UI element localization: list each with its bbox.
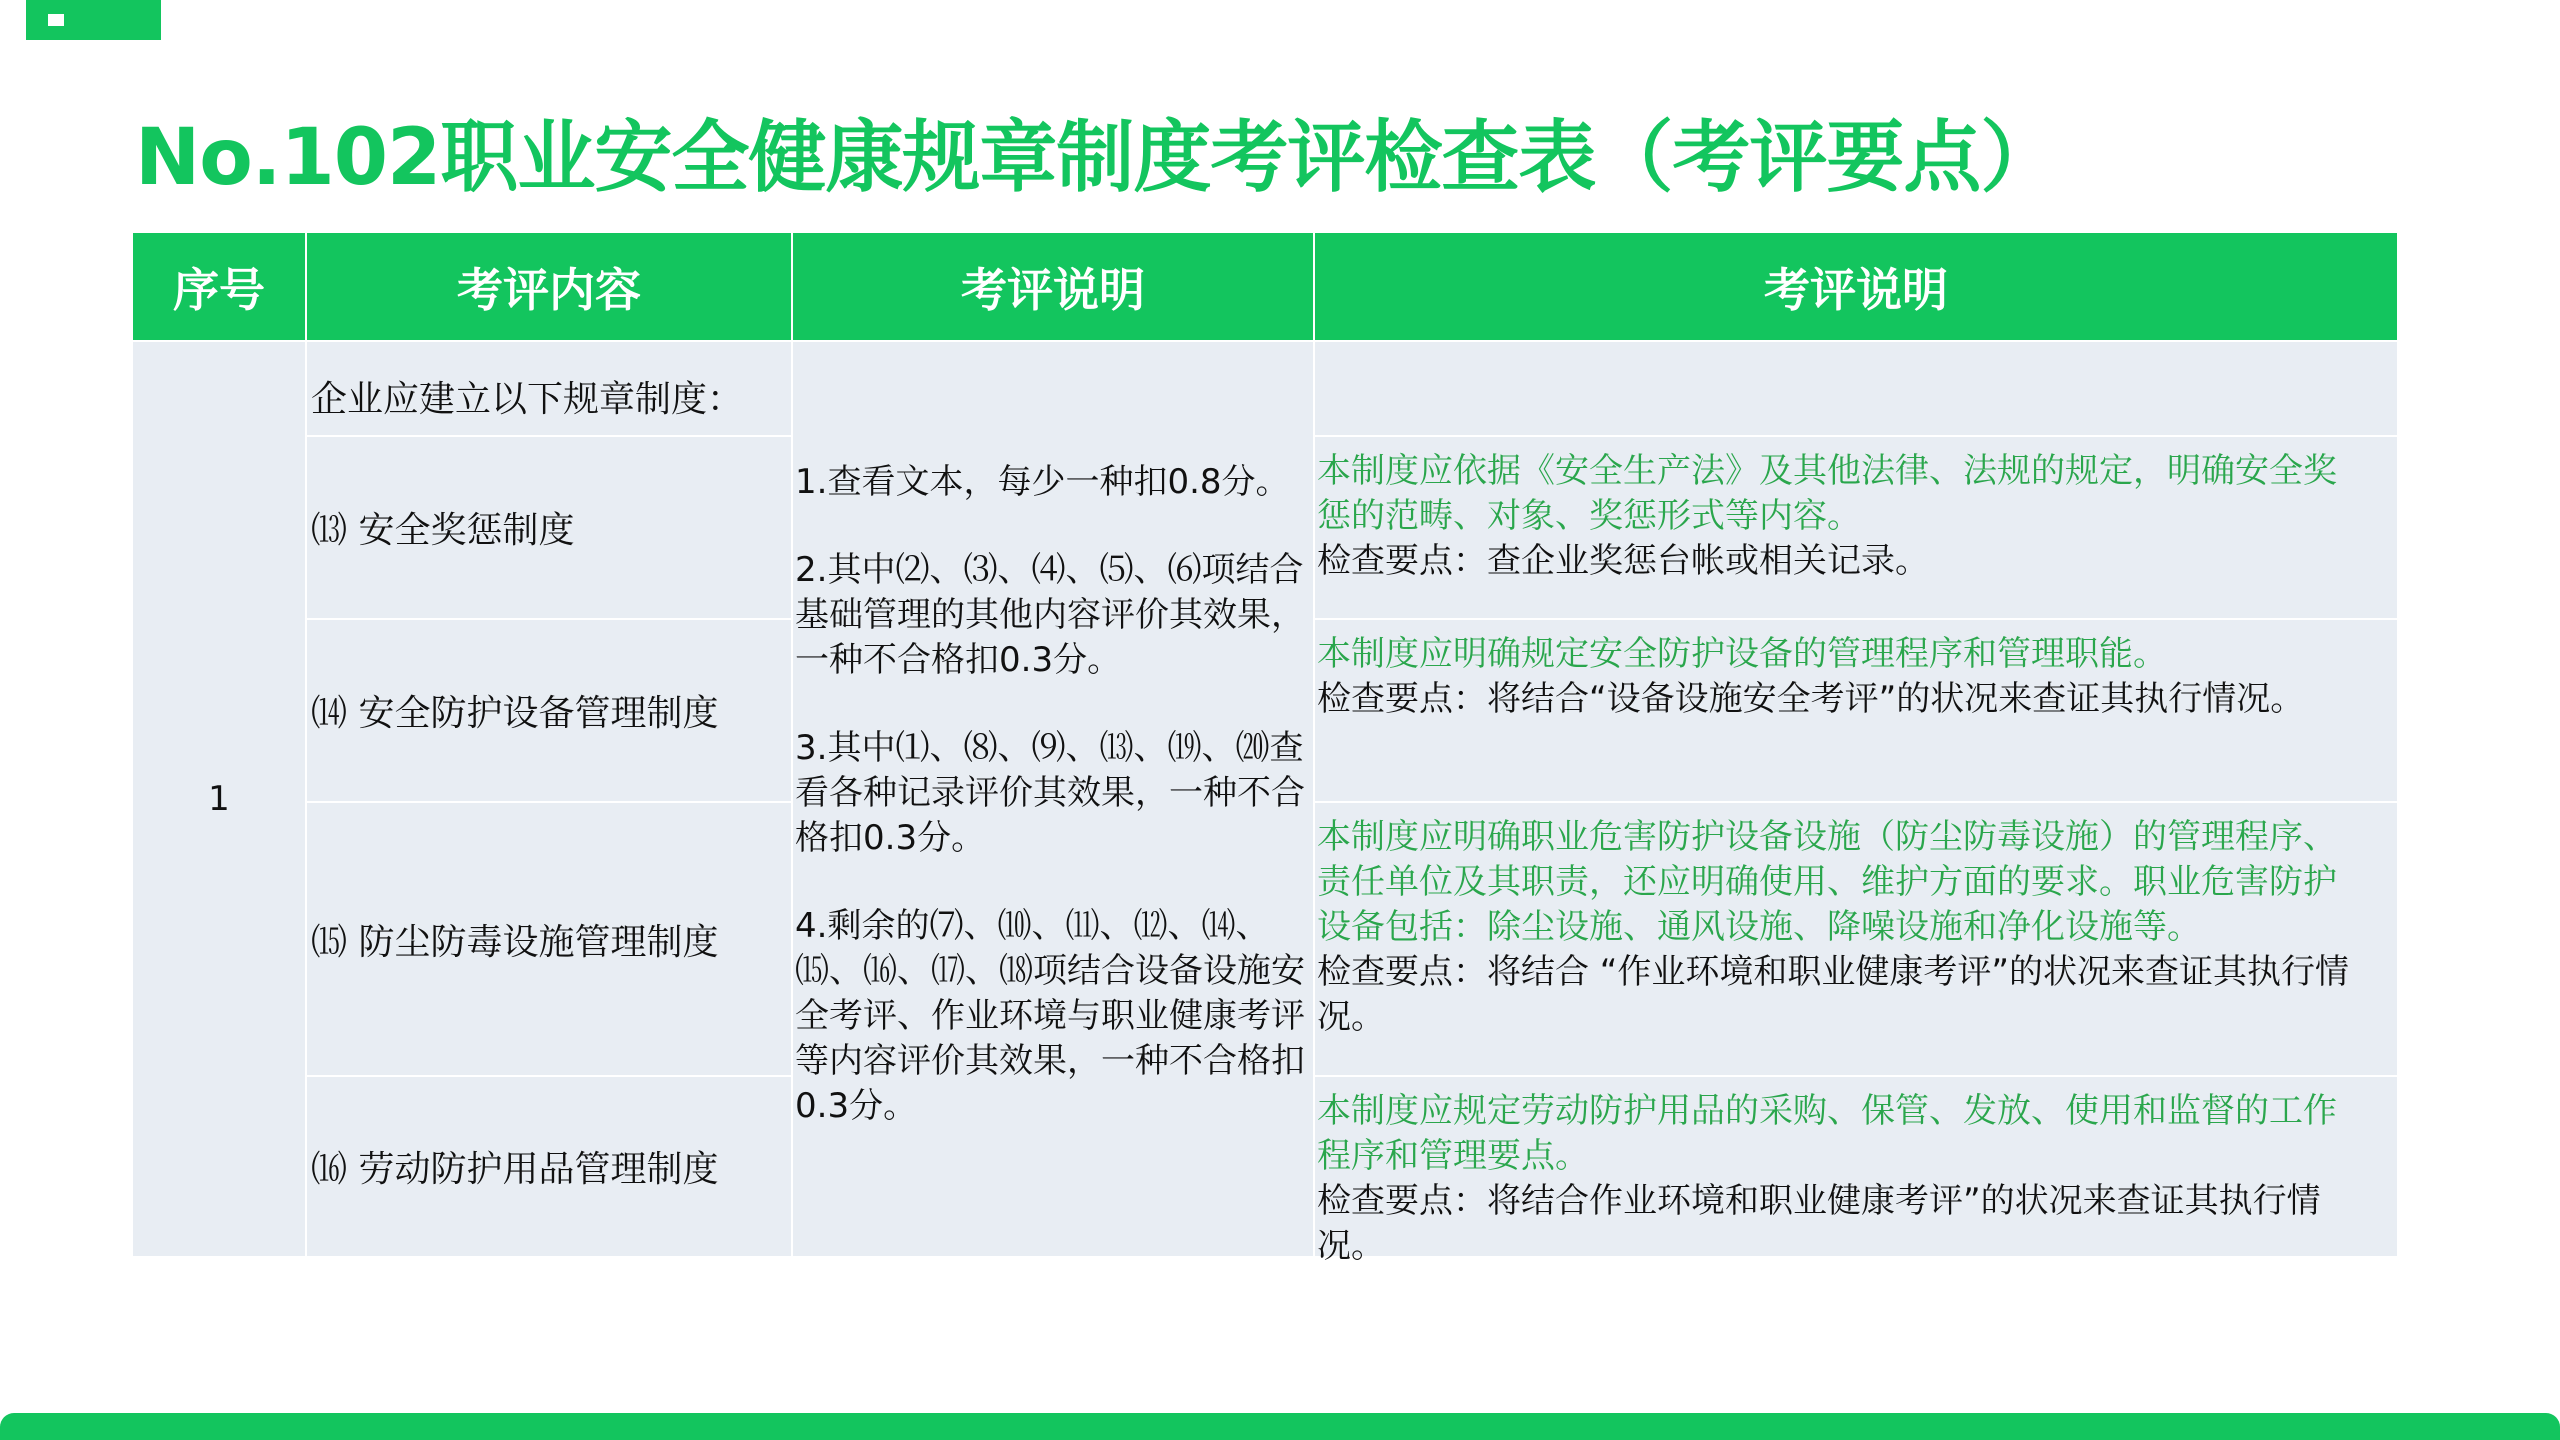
method-cell <box>793 342 1313 1256</box>
method-rule-1: 1.查看文本，每少一种扣0.8分。 <box>795 462 1290 502</box>
header-seq: 序号 <box>133 233 305 340</box>
note-requirement: 本制度应明确职业危害防护设备设施（防尘防毒设施）的管理程序、责任单位及其职责，还应明确使用、维护方面的要求。职业危害防护设备包括：除尘设施、通风设施、降噪设施和净化设施等。 <box>1317 817 2337 947</box>
note-requirement: 本制度应依据《安全生产法》及其他法律、法规的规定，明确安全奖惩的范畴、对象、奖惩形式等内容。 <box>1317 451 2337 536</box>
header-content: 考评内容 <box>307 233 791 340</box>
method-rule-4: 4.剩余的⑺、⑽、⑾、⑿、⒁、⒂、⒃、⒄、⒅项结合设备设施安全考评、作业环境与职业健康考评等内容评价其效果，一种不合格扣0.3分。 <box>795 906 1305 1126</box>
method-rule-2: 2.其中⑵、⑶、⑷、⑸、⑹项结合基础管理的其他内容评价其效果，一种不合格扣0.3分。 <box>795 550 1305 680</box>
note-check-point: 检查要点：将结合作业环境和职业健康考评”的状况来查证其执行情况。 <box>1317 1181 2321 1266</box>
note-check-point: 检查要点：将结合“设备设施安全考评”的状况来查证其执行情况。 <box>1317 679 2305 719</box>
note-check-point: 检查要点：将结合 “作业环境和职业健康考评”的状况来查证其执行情况。 <box>1317 952 2350 1037</box>
intro-cell: 企业应建立以下规章制度： <box>307 342 791 435</box>
content-item-13: ⒀ 安全奖惩制度 <box>307 437 791 618</box>
note-item-14 <box>1315 620 2397 801</box>
note-check-point: 检查要点：查企业奖惩台帐或相关记录。 <box>1317 541 1929 581</box>
page-title: No.102职业安全健康规章制度考评检查表（考评要点） <box>135 113 2058 203</box>
content-item-16: ⒃ 劳动防护用品管理制度 <box>307 1077 791 1256</box>
note-item-15 <box>1315 803 2397 1075</box>
header-notes: 考评说明 <box>1315 233 2397 340</box>
note-requirement: 本制度应明确规定安全防护设备的管理程序和管理职能。 <box>1317 634 2167 674</box>
note-item-13 <box>1315 437 2397 618</box>
header-method: 考评说明 <box>793 233 1313 340</box>
bottom-accent-bar <box>0 1413 2560 1440</box>
corner-square-icon <box>48 14 64 26</box>
note-item-16 <box>1315 1077 2397 1266</box>
evaluation-table <box>133 233 2397 1266</box>
content-item-14: ⒁ 安全防护设备管理制度 <box>307 620 791 801</box>
seq-number-cell: 1 <box>133 342 305 1256</box>
notes-empty-cell <box>1315 342 2397 435</box>
method-rule-3: 3.其中⑴、⑻、⑼、⒀、⒆、⒇查看各种记录评价其效果，一种不合格扣0.3分。 <box>795 728 1305 858</box>
corner-tab-decoration <box>26 0 161 40</box>
note-requirement: 本制度应规定劳动防护用品的采购、保管、发放、使用和监督的工作程序和管理要点。 <box>1317 1091 2337 1176</box>
content-item-15: ⒂ 防尘防毒设施管理制度 <box>307 803 791 1075</box>
